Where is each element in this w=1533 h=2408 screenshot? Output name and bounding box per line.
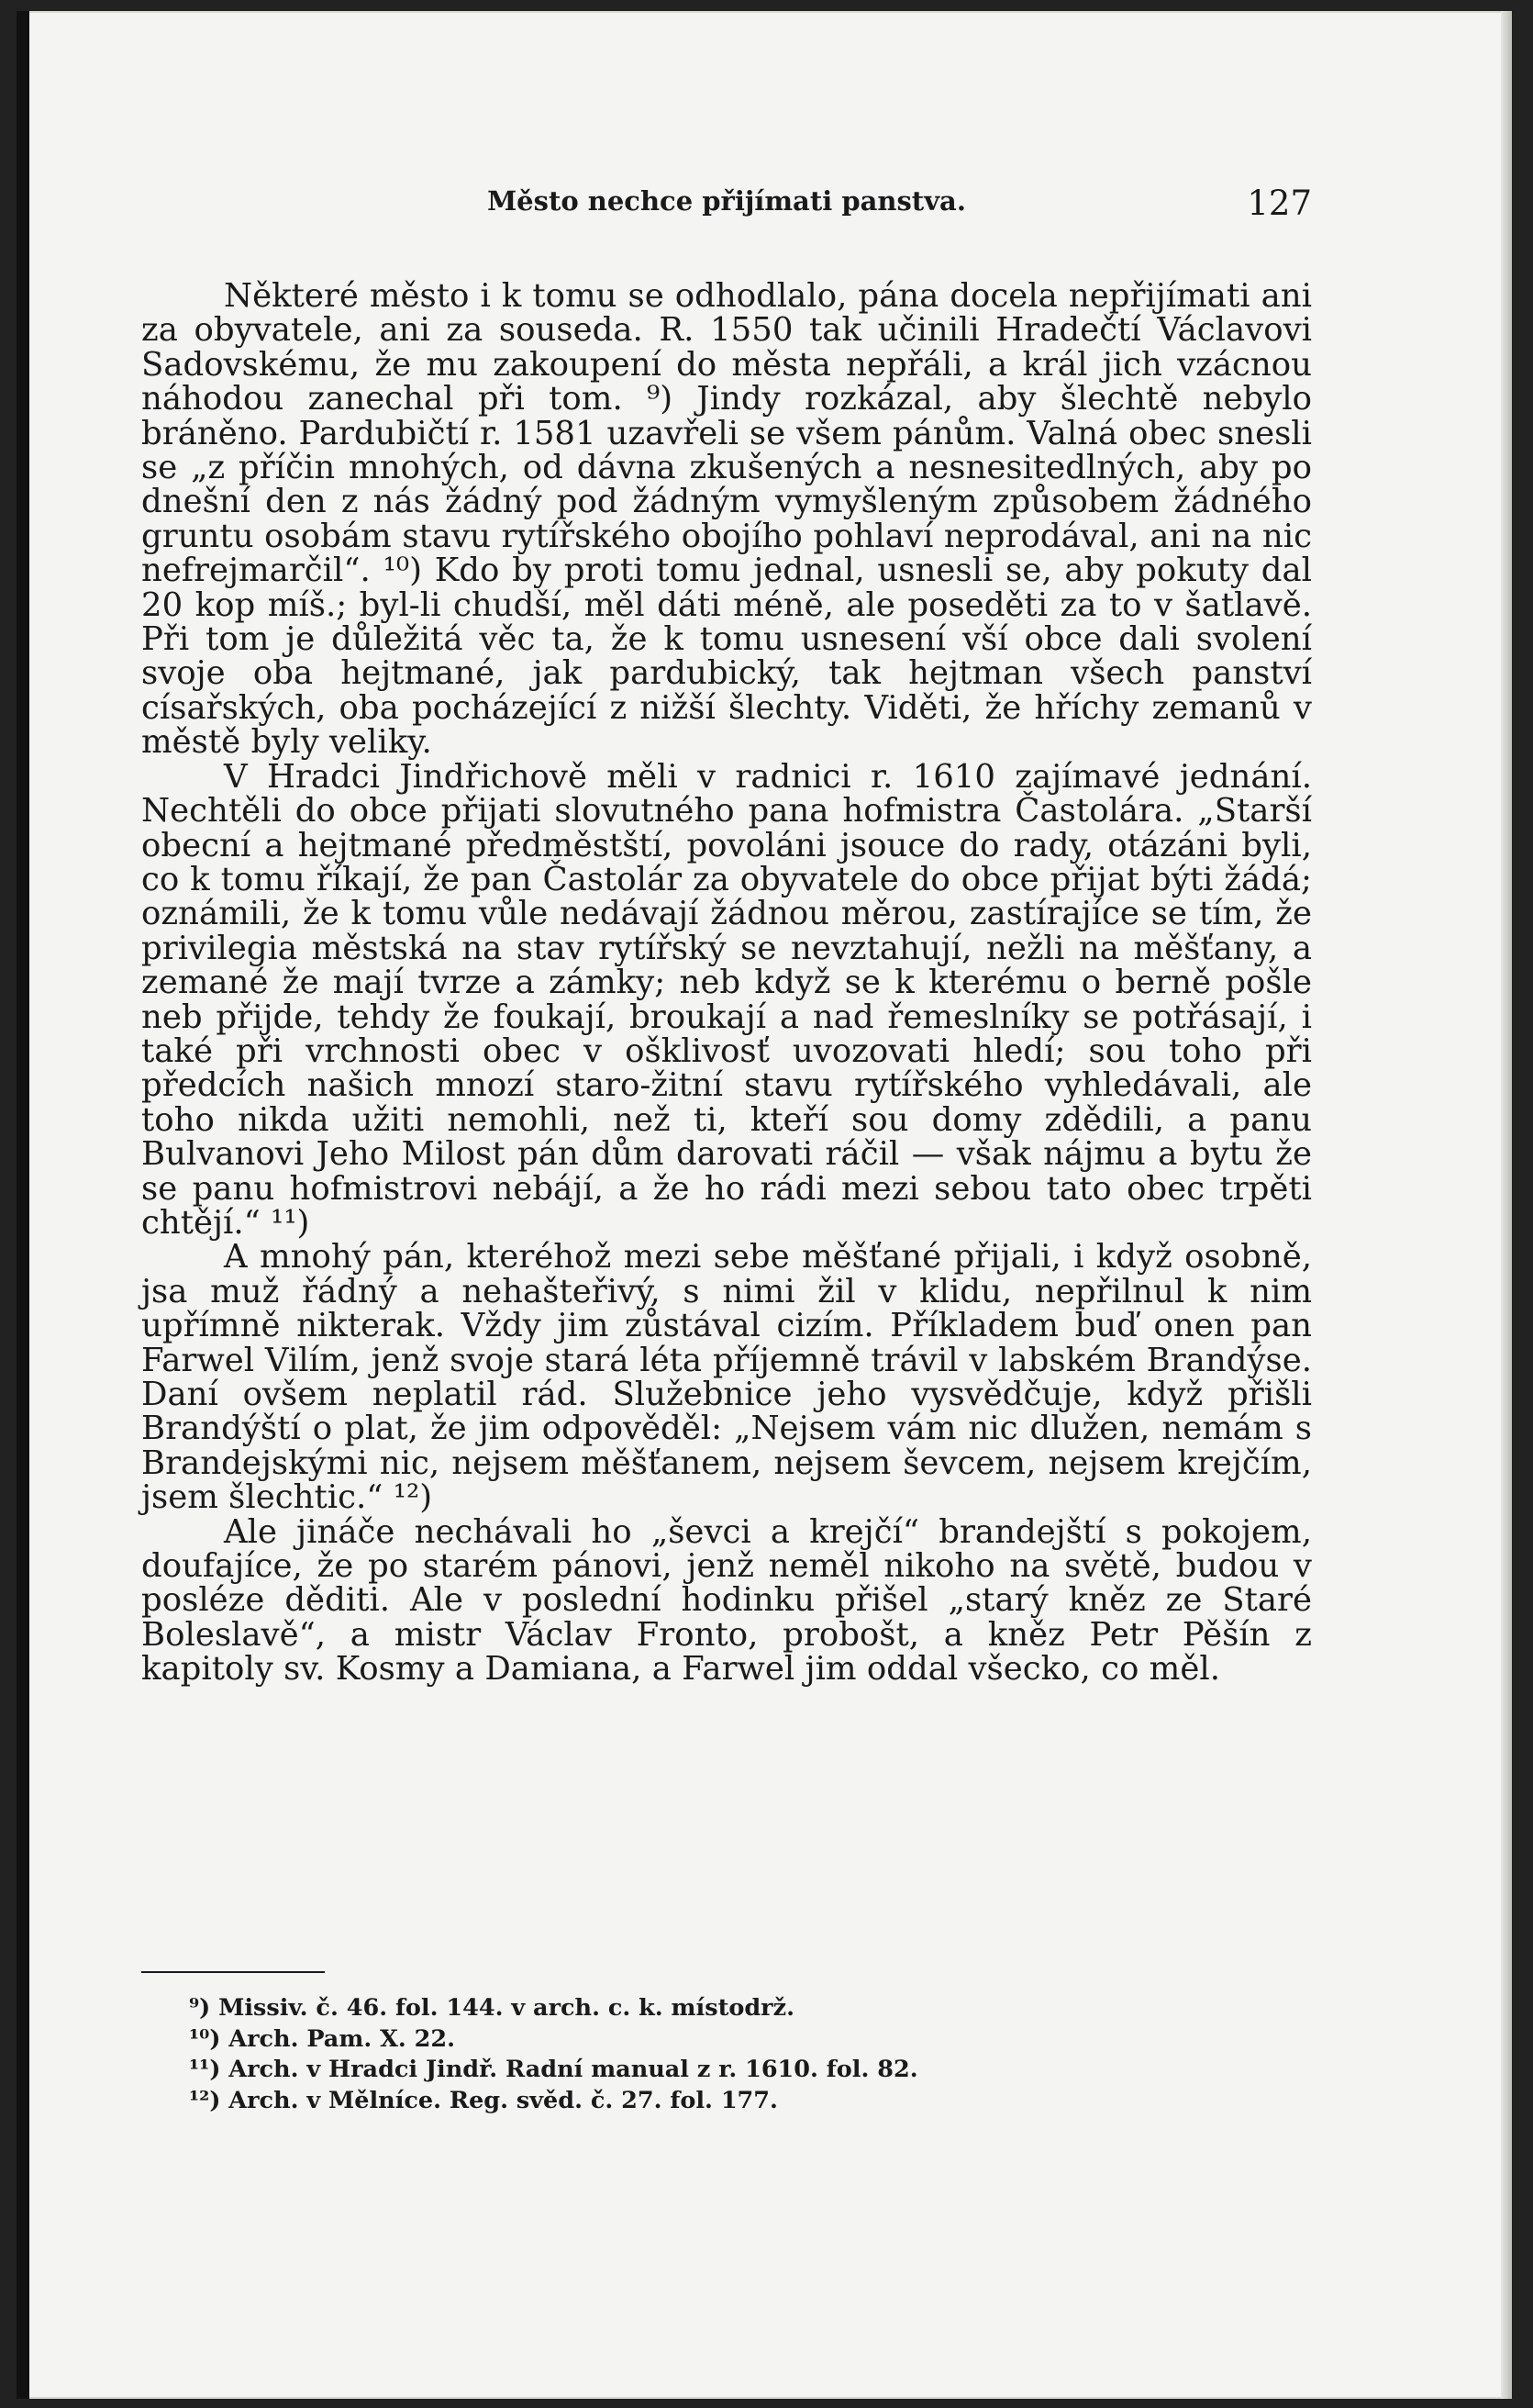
footnote-10: ¹⁰) Arch. Pam. X. 22. xyxy=(189,2024,455,2053)
body-text xyxy=(141,279,1312,1687)
page-header xyxy=(141,185,1312,233)
paragraph-1: Některé město i k tomu se odhodlalo, pána docela nepřijímati ani za obyvatele, ani za souseda. R. 1550 tak učinili Hradečtí Václavovi Sadovskému, že mu zakoupení do města nepřáli, a král jich vzácnou náhodou zanechal při tom. ⁹) Jindy rozkázal, aby šlechtě nebylo bráněno. Pardubičtí r. 1581 uzavřeli se všem pánům. Valná obec snesli se „z příčin mnohých, od dávna zkušených a nesnesitedlných, aby po dnešní den z nás žádný pod žádným vymyšleným způsobem žádného gruntu osobám stavu rytířského obojího pohlaví neprodával, ani na nic nefrejmarčil“. ¹⁰) Kdo by proti tomu jednal, usnesli se, aby pokuty dal 20 kop míš.; byl-li chudší, měl dáti méně, ale poseděti za to v šatlavě. Při tom je důležitá věc ta, že k tomu usnesení vší obce dali svolení svoje oba hejtmané, jak pardubický, tak hejtman všech panství císařských, oba pocházející z nižší šlechty. Viděti, že hříchy zemanů v městě byly veliky. xyxy=(141,277,1312,762)
footnotes xyxy=(189,1993,1198,2116)
paragraph-3: A mnohý pán, kteréhož mezi sebe měšťané přijali, i když osobně, jsa muž řádný a nehašteřivý, s nimi žil v klidu, nepřilnul k nim upřímně nikterak. Vždy jim zůstával cizím. Příkladem buď onen pan Farwel Vilím, jenž svoje stará léta příjemně trávil v labském Brandýse. Daní ovšem neplatil rád. Služebnice jeho vysvědčuje, když přišli Brandýští o plat, že jim odpověděl: „Nejsem vám nic dlužen, nemám s Brandejskými nic, nejsem měšťanem, nejsem ševcem, nejsem krejčím, jsem šlechtic.“ ¹²) xyxy=(141,1238,1312,1517)
paragraph-2: V Hradci Jindřichově měli v radnici r. 1610 zajímavé jednání. Nechtěli do obce přijati slovutného pana hofmistra Častolára. „Starší obecní a hejtmané předměstští, povoláni jsouce do rady, otázáni byli, co k tomu říkají, že pan Častolár za obyvatele do obce přijat býti žádá; oznámili, že k tomu vůle nedávají žádnou měrou, zastírajíce se tím, že privilegia městská na stav rytířský se nevztahují, nežli na měšťany, a zemané že mají tvrze a zámky; neb když se k kterému o berně pošle neb přijde, tehdy že foukají, broukají a nad řemeslníky se potřásají, i také při vrchnosti obec v ošklivosť uvozovati hledí; sou toho při předcích našich mnozí staro-žitní stavu rytířského vyhledávali, ale toho nikda užiti nemohli, než ti, kteří sou domy zdědili, a panu Bulvanovi Jeho Milost pán dům darovati ráčil — však nájmu a bytu že se panu hofmistrovi nebájí, a že ho rádi mezi sebou tato obec trpěti chtějí.“ ¹¹) xyxy=(141,757,1312,1242)
book-page xyxy=(17,11,1512,2399)
footnote-12: ¹²) Arch. v Mělníce. Reg. svěd. č. 27. fol. 177. xyxy=(189,2086,778,2114)
footnote-11: ¹¹) Arch. v Hradci Jindř. Radní manual z r. 1610. fol. 82. xyxy=(189,2056,918,2083)
running-title: Město nechce přijímati panstva. xyxy=(487,185,966,217)
paragraph-4: Ale jináče nechávali ho „ševci a krejčí“ brandejští s pokojem, doufajíce, že po starém pánovi, jenž neměl nikoho na světě, budou v posléze děditi. Ale v poslední hodinku přišel „starý kněz ze Staré Boleslavě“, a mistr Václav Fronto, probošt, a kněz Petr Pěšín z kapitoly sv. Kosmy a Damiana, a Farwel jim oddal všecko, co měl. xyxy=(141,1512,1312,1689)
footnote-separator xyxy=(141,1971,325,1973)
page-number: 127 xyxy=(1247,184,1312,223)
footnote-9: ⁹) Missiv. č. 46. fol. 144. v arch. c. k. místodrž. xyxy=(189,1994,794,2022)
